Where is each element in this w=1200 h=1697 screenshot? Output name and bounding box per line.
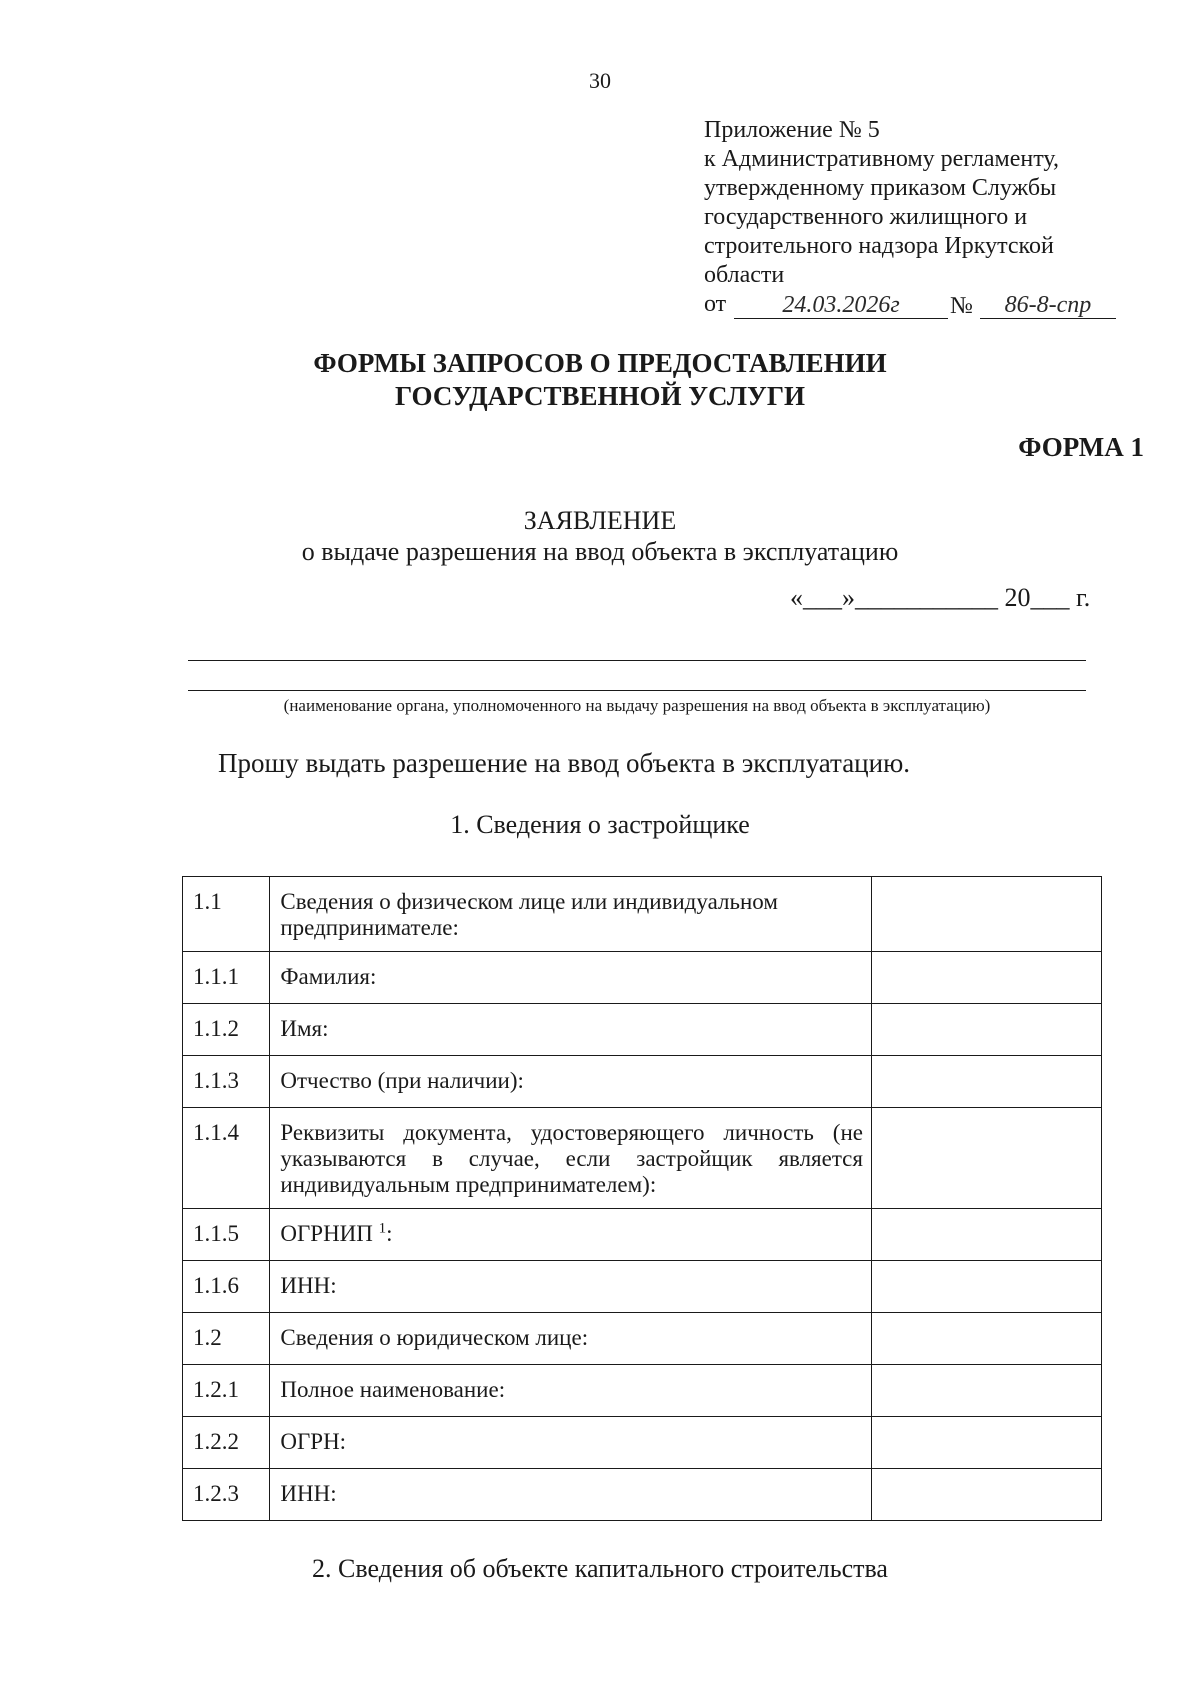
authority-caption: (наименование органа, уполномоченного на выдачу разрешения на ввод объекта в эксплуатацию) [283, 696, 991, 715]
appendix-line: области [704, 262, 785, 288]
row-label: Имя: [270, 1004, 872, 1056]
appendix-block [704, 116, 1124, 322]
title-line: ГОСУДАРСТВЕННОЙ УСЛУГИ [395, 381, 805, 411]
row-number: 1.1.6 [183, 1261, 270, 1313]
row-value-cell[interactable] [871, 1417, 1101, 1469]
title-line: ФОРМЫ ЗАПРОСОВ О ПРЕДОСТАВЛЕНИИ [313, 348, 887, 378]
table-row [183, 1313, 1102, 1365]
row-number: 1.1.2 [183, 1004, 270, 1056]
row-value-cell[interactable] [871, 1056, 1101, 1108]
row-label: Сведения о физическом лице или индивидуальном предпринимателе: [270, 877, 872, 952]
row-label: Полное наименование: [270, 1365, 872, 1417]
row-label: ОГРН: [270, 1417, 872, 1469]
table-row [183, 877, 1102, 952]
developer-info-table [182, 876, 1102, 1521]
row-number: 1.1.1 [183, 952, 270, 1004]
row-value-cell[interactable] [871, 1209, 1101, 1261]
page-number: 30 [589, 68, 611, 93]
row-number: 1.1.5 [183, 1209, 270, 1261]
row-number: 1.2 [183, 1313, 270, 1365]
row-value-cell[interactable] [871, 952, 1101, 1004]
table-row [183, 1469, 1102, 1521]
footnote-marker[interactable]: 1 [378, 1220, 387, 1237]
row-label-suffix: : [386, 1221, 393, 1246]
statement-title: ЗАЯВЛЕНИЕ [523, 506, 677, 535]
row-label: Сведения о юридическом лице: [270, 1313, 872, 1365]
handwritten-number: 86-8-спр [980, 292, 1116, 319]
row-label: Реквизиты документа, удостоверяющего личность (не указываются в случае, если застройщик является индивидуальным предпринимателем): [270, 1108, 872, 1209]
table-row [183, 1417, 1102, 1469]
appendix-line: Приложение № 5 [704, 117, 880, 143]
form-label: ФОРМА 1 [1018, 432, 1144, 462]
row-number: 1.1.3 [183, 1056, 270, 1108]
table-row [183, 1004, 1102, 1056]
authority-blank-line[interactable] [188, 660, 1086, 661]
row-number: 1.2.3 [183, 1469, 270, 1521]
table-row [183, 1261, 1102, 1313]
row-label-ogrnip [270, 1209, 872, 1261]
table-row [183, 952, 1102, 1004]
row-value-cell[interactable] [871, 1469, 1101, 1521]
row-value-cell[interactable] [871, 877, 1101, 952]
appendix-line: к Административному регламенту, [704, 146, 1059, 172]
row-value-cell[interactable] [871, 1108, 1101, 1209]
appendix-date-number-line [704, 290, 1124, 322]
handwritten-date: 24.03.2026г [734, 292, 948, 319]
row-label: ИНН: [270, 1469, 872, 1521]
number-label: № [950, 293, 973, 319]
row-number: 1.1.4 [183, 1108, 270, 1209]
row-value-cell[interactable] [871, 1365, 1101, 1417]
section-heading: 1. Сведения о застройщике [450, 810, 750, 839]
row-number: 1.2.1 [183, 1365, 270, 1417]
appendix-line: строительного надзора Иркутской [704, 233, 1054, 259]
row-label: Отчество (при наличии): [270, 1056, 872, 1108]
from-label: от [704, 291, 727, 317]
request-text: Прошу выдать разрешение на ввод объекта в эксплуатацию. [218, 748, 910, 778]
table-row [183, 1056, 1102, 1108]
authority-blank-line[interactable] [188, 690, 1086, 691]
date-fill-line[interactable]: «___»___________ 20___ г. [790, 583, 1091, 612]
table-row [183, 1365, 1102, 1417]
row-label: Фамилия: [270, 952, 872, 1004]
appendix-line: утвержденному приказом Службы [704, 175, 1057, 201]
document-title [0, 347, 1200, 413]
row-label-text: ОГРНИП [280, 1221, 373, 1246]
row-number: 1.2.2 [183, 1417, 270, 1469]
appendix-line: государственного жилищного и [704, 204, 1028, 230]
row-number: 1.1 [183, 877, 270, 952]
section-heading: 2. Сведения об объекте капитального строительства [312, 1554, 888, 1583]
statement-subtitle: о выдаче разрешения на ввод объекта в эксплуатацию [301, 537, 899, 566]
row-label: ИНН: [270, 1261, 872, 1313]
row-value-cell[interactable] [871, 1313, 1101, 1365]
row-value-cell[interactable] [871, 1261, 1101, 1313]
table-row [183, 1209, 1102, 1261]
statement-heading [0, 505, 1200, 567]
table-row [183, 1108, 1102, 1209]
row-value-cell[interactable] [871, 1004, 1101, 1056]
